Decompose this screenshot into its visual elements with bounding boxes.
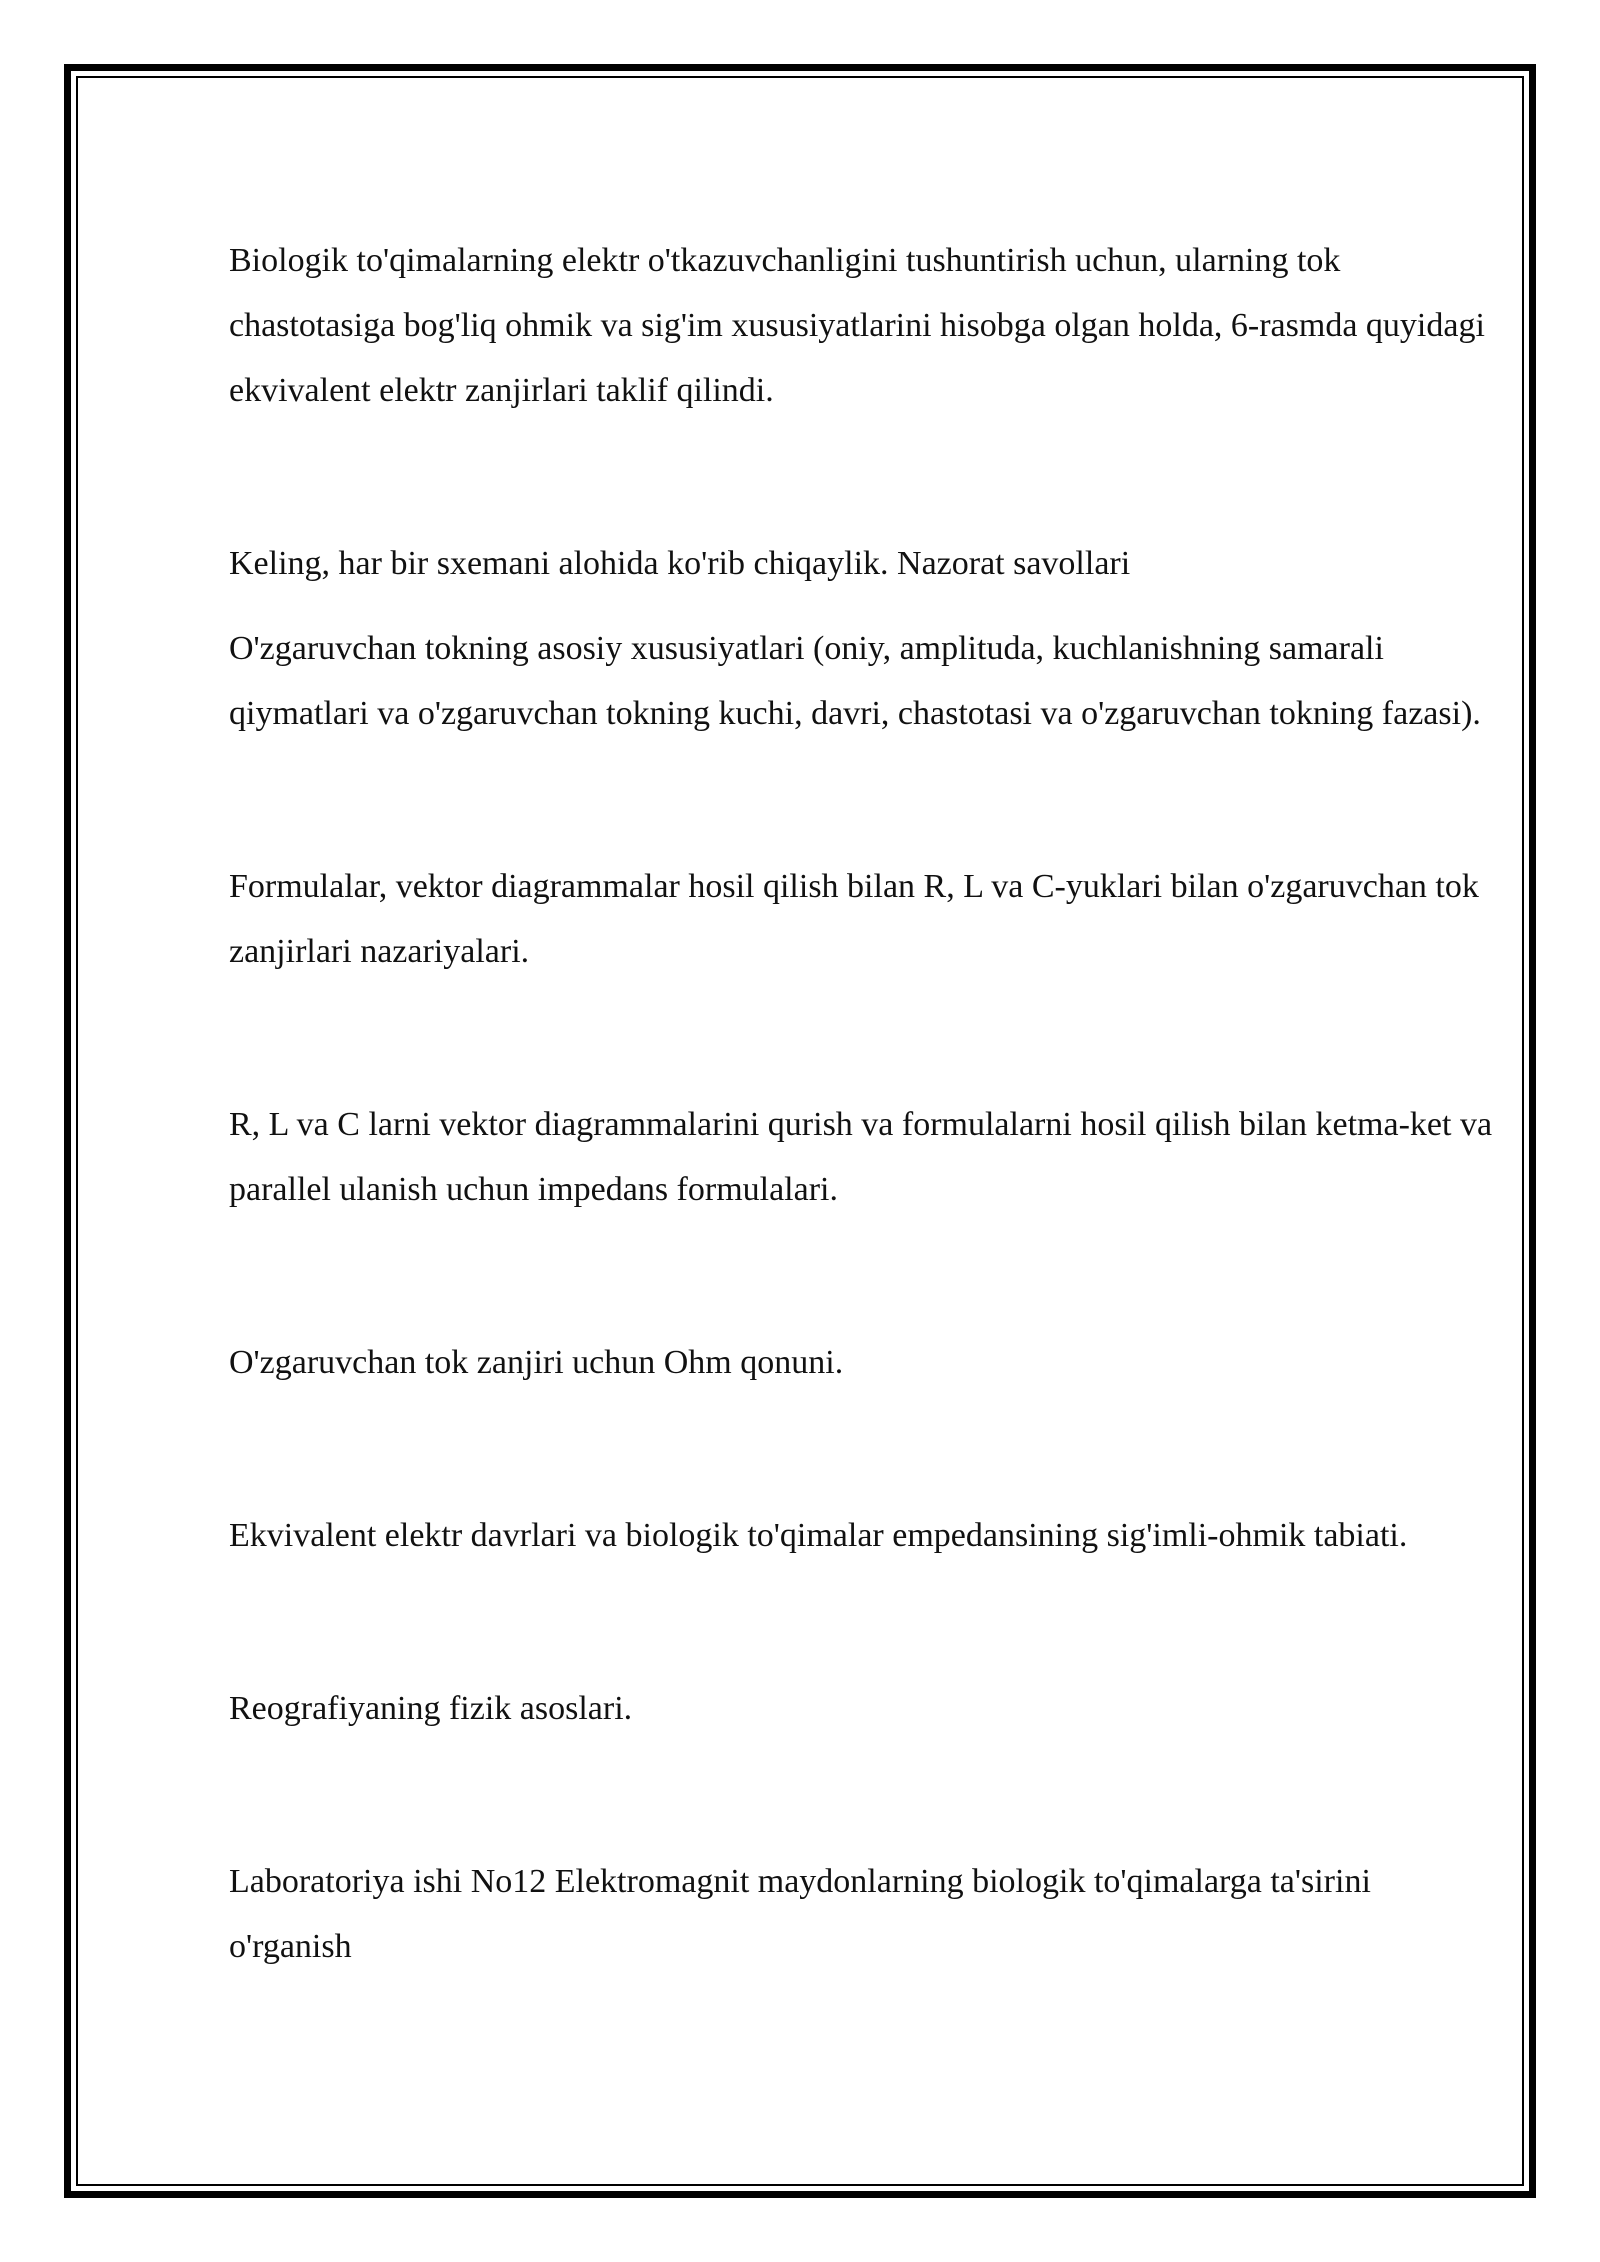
question-ohms-law: O'zgaruvchan tok zanjiri uchun Ohm qonuni. bbox=[229, 1344, 844, 1381]
question-rlc-theory: Formulalar, vektor diagrammalar hosil qilish bilan R, L va C-yuklari bilan o'zgaruvchan tok zanjirlari nazariyalari. bbox=[229, 868, 1479, 970]
question-equivalent-circuits: Ekvivalent elektr davrlari va biologik to'qimalar empedansining sig'imli-ohmik tabiati. bbox=[229, 1517, 1408, 1554]
question-impedance-formulas: R, L va C larni vektor diagrammalarini qurish va formulalarni hosil qilish bilan ketma-ket va parallel ulanish uchun impedans formulalari. bbox=[229, 1106, 1493, 1208]
document-body bbox=[229, 228, 1499, 1979]
paragraph-intro: Biologik to'qimalarning elektr o'tkazuvchanligini tushuntirish uchun, ularning tok chastotasiga bog'liq ohmik va sig'im xususiyatlarini hisobga olgan holda, 6-rasmda quyidagi ekvivalent elektr zanjirlari taklif qilindi. bbox=[229, 242, 1485, 409]
lab-work-title: Laboratoriya ishi No12 Elektromagnit maydonlarning biologik to'qimalarga ta'sirini o'rganish bbox=[229, 1863, 1371, 1965]
question-ac-properties: O'zgaruvchan tokning asosiy xususiyatlari (oniy, amplituda, kuchlanishning samarali qiymatlari va o'zgaruvchan tokning kuchi, davri, chastotasi va o'zgaruvchan tokning fazasi). bbox=[229, 630, 1481, 732]
question-rheography: Reografiyaning fizik asoslari. bbox=[229, 1690, 633, 1727]
paragraph-control-questions: Keling, har bir sxemani alohida ko'rib chiqaylik. Nazorat savollari bbox=[229, 545, 1131, 582]
